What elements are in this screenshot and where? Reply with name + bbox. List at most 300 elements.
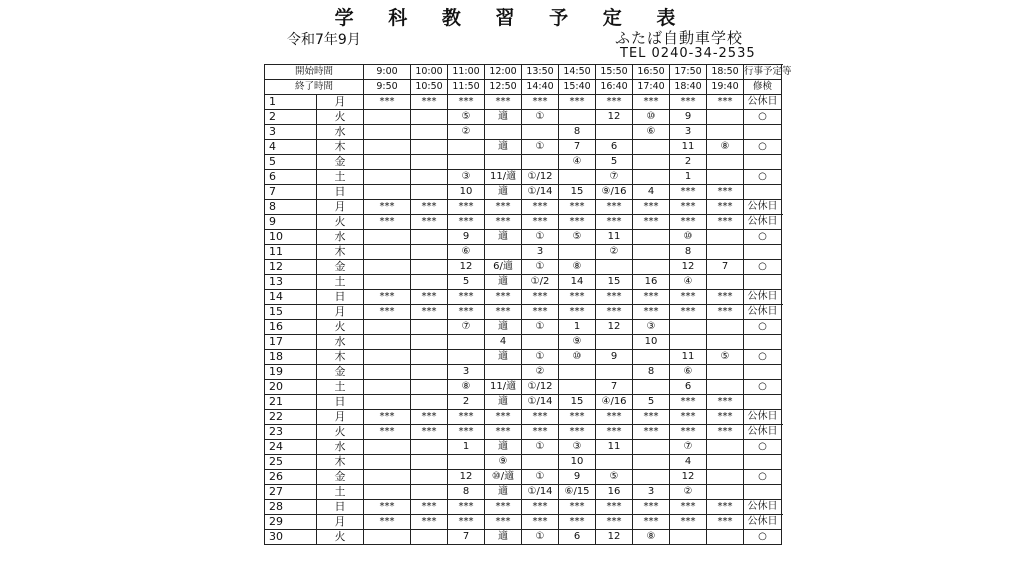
slot-cell bbox=[485, 125, 522, 140]
slot-cell: *** bbox=[633, 290, 670, 305]
day-number: 19 bbox=[265, 365, 317, 380]
slot-cell: 12 bbox=[670, 470, 707, 485]
table-row bbox=[265, 140, 782, 155]
slot-cell: 9 bbox=[670, 110, 707, 125]
slot-cell bbox=[411, 320, 448, 335]
slot-cell: ⑥ bbox=[633, 125, 670, 140]
slot-cell bbox=[707, 275, 744, 290]
event-cell: ○ bbox=[744, 140, 782, 155]
slot-cell: *** bbox=[670, 395, 707, 410]
slot-cell: 8 bbox=[559, 125, 596, 140]
slot-cell bbox=[411, 335, 448, 350]
holiday-cell: 公休日 bbox=[744, 290, 782, 305]
slot-cell: 12 bbox=[448, 470, 485, 485]
slot-cell bbox=[633, 260, 670, 275]
slot-cell: ⑩ bbox=[633, 110, 670, 125]
slot-cell bbox=[485, 245, 522, 260]
weekday: 火 bbox=[317, 320, 364, 335]
slot-cell: ①/14 bbox=[522, 395, 559, 410]
slot-cell: *** bbox=[559, 515, 596, 530]
slot-cell: *** bbox=[633, 515, 670, 530]
slot-cell: 10 bbox=[448, 185, 485, 200]
slot-cell: 9 bbox=[559, 470, 596, 485]
slot-cell: *** bbox=[485, 215, 522, 230]
slot-cell: 5 bbox=[633, 395, 670, 410]
slot-cell: 適 bbox=[485, 185, 522, 200]
slot-cell: *** bbox=[485, 500, 522, 515]
slot-cell: *** bbox=[364, 500, 411, 515]
slot-cell: ① bbox=[522, 350, 559, 365]
event-cell: ○ bbox=[744, 530, 782, 545]
table-row bbox=[265, 425, 782, 440]
start-time-cell: 11:00 bbox=[448, 65, 485, 80]
slot-cell: *** bbox=[707, 500, 744, 515]
holiday-cell: 公休日 bbox=[744, 215, 782, 230]
slot-cell: 9 bbox=[596, 350, 633, 365]
slot-cell: *** bbox=[522, 410, 559, 425]
event-cell: ○ bbox=[744, 380, 782, 395]
slot-cell: ⑩/適 bbox=[485, 470, 522, 485]
event-cell bbox=[744, 275, 782, 290]
slot-cell: *** bbox=[707, 185, 744, 200]
weekday: 火 bbox=[317, 110, 364, 125]
slot-cell: ① bbox=[522, 470, 559, 485]
slot-cell: ① bbox=[522, 260, 559, 275]
slot-cell: ① bbox=[522, 320, 559, 335]
slot-cell bbox=[707, 245, 744, 260]
slot-cell: 11/適 bbox=[485, 380, 522, 395]
slot-cell: *** bbox=[670, 95, 707, 110]
slot-cell: ⑦ bbox=[448, 320, 485, 335]
event-cell: ○ bbox=[744, 470, 782, 485]
day-number: 15 bbox=[265, 305, 317, 320]
slot-cell: *** bbox=[485, 515, 522, 530]
slot-cell bbox=[522, 155, 559, 170]
day-number: 21 bbox=[265, 395, 317, 410]
weekday: 木 bbox=[317, 350, 364, 365]
slot-cell bbox=[707, 155, 744, 170]
slot-cell: *** bbox=[670, 200, 707, 215]
slot-cell bbox=[596, 365, 633, 380]
slot-cell: ①/14 bbox=[522, 185, 559, 200]
slot-cell: ⑥ bbox=[670, 365, 707, 380]
end-time-cell: 16:40 bbox=[596, 80, 633, 95]
slot-cell bbox=[364, 125, 411, 140]
table-row bbox=[265, 515, 782, 530]
slot-cell bbox=[411, 455, 448, 470]
slot-cell: 適 bbox=[485, 530, 522, 545]
slot-cell bbox=[364, 110, 411, 125]
slot-cell: *** bbox=[707, 290, 744, 305]
slot-cell: *** bbox=[411, 500, 448, 515]
end-time-cell: 18:40 bbox=[670, 80, 707, 95]
table-row bbox=[265, 440, 782, 455]
slot-cell: *** bbox=[485, 305, 522, 320]
event-cell bbox=[744, 245, 782, 260]
table-row bbox=[265, 470, 782, 485]
day-number: 7 bbox=[265, 185, 317, 200]
day-number: 16 bbox=[265, 320, 317, 335]
slot-cell: *** bbox=[707, 95, 744, 110]
slot-cell: *** bbox=[670, 425, 707, 440]
table-row bbox=[265, 380, 782, 395]
slot-cell bbox=[633, 230, 670, 245]
slot-cell bbox=[633, 380, 670, 395]
slot-cell: 10 bbox=[559, 455, 596, 470]
slot-cell: ⑦ bbox=[670, 440, 707, 455]
day-number: 12 bbox=[265, 260, 317, 275]
slot-cell: *** bbox=[364, 425, 411, 440]
slot-cell: ⑧ bbox=[633, 530, 670, 545]
slot-cell: *** bbox=[522, 500, 559, 515]
weekday: 火 bbox=[317, 215, 364, 230]
slot-cell: *** bbox=[559, 410, 596, 425]
weekday: 金 bbox=[317, 155, 364, 170]
slot-cell: *** bbox=[448, 215, 485, 230]
slot-cell bbox=[364, 350, 411, 365]
event-cell: ○ bbox=[744, 350, 782, 365]
slot-cell bbox=[411, 365, 448, 380]
slot-cell: ⑨/16 bbox=[596, 185, 633, 200]
end-time-cell: 11:50 bbox=[448, 80, 485, 95]
weekday: 木 bbox=[317, 245, 364, 260]
events-header: 行事予定等 bbox=[744, 65, 782, 80]
end-time-cell: 9:50 bbox=[364, 80, 411, 95]
slot-cell: *** bbox=[670, 290, 707, 305]
slot-cell: 3 bbox=[633, 485, 670, 500]
slot-cell: *** bbox=[559, 200, 596, 215]
slot-cell: *** bbox=[559, 215, 596, 230]
slot-cell: *** bbox=[707, 200, 744, 215]
slot-cell: 15 bbox=[559, 185, 596, 200]
slot-cell: *** bbox=[559, 95, 596, 110]
start-time-cell: 10:00 bbox=[411, 65, 448, 80]
slot-cell: ② bbox=[596, 245, 633, 260]
slot-cell: ② bbox=[448, 125, 485, 140]
slot-cell: *** bbox=[670, 500, 707, 515]
slot-cell: ①/2 bbox=[522, 275, 559, 290]
weekday: 金 bbox=[317, 260, 364, 275]
slot-cell bbox=[707, 110, 744, 125]
slot-cell: *** bbox=[670, 185, 707, 200]
slot-cell: *** bbox=[485, 95, 522, 110]
event-cell bbox=[744, 365, 782, 380]
slot-cell: ⑤ bbox=[448, 110, 485, 125]
start-time-cell: 16:50 bbox=[633, 65, 670, 80]
slot-cell bbox=[633, 170, 670, 185]
slot-cell: *** bbox=[707, 515, 744, 530]
slot-cell: *** bbox=[633, 95, 670, 110]
slot-cell bbox=[633, 140, 670, 155]
slot-cell: 適 bbox=[485, 230, 522, 245]
weekday: 金 bbox=[317, 470, 364, 485]
event-cell bbox=[744, 185, 782, 200]
start-time-cell: 13:50 bbox=[522, 65, 559, 80]
event-cell: ○ bbox=[744, 170, 782, 185]
slot-cell: *** bbox=[596, 425, 633, 440]
holiday-cell: 公休日 bbox=[744, 425, 782, 440]
slot-cell: 6/適 bbox=[485, 260, 522, 275]
slot-cell: *** bbox=[411, 95, 448, 110]
slot-cell: *** bbox=[411, 410, 448, 425]
slot-cell: *** bbox=[522, 290, 559, 305]
header-row-start bbox=[265, 65, 782, 80]
slot-cell: 12 bbox=[670, 260, 707, 275]
end-time-cell: 14:40 bbox=[522, 80, 559, 95]
slot-cell: *** bbox=[448, 305, 485, 320]
table-row bbox=[265, 260, 782, 275]
slot-cell bbox=[411, 530, 448, 545]
weekday: 日 bbox=[317, 185, 364, 200]
schedule-table bbox=[264, 64, 792, 545]
slot-cell: ⑤ bbox=[559, 230, 596, 245]
start-time-cell: 12:00 bbox=[485, 65, 522, 80]
slot-cell: 7 bbox=[559, 140, 596, 155]
slot-cell: *** bbox=[670, 305, 707, 320]
slot-cell bbox=[364, 140, 411, 155]
weekday: 金 bbox=[317, 365, 364, 380]
slot-cell bbox=[633, 440, 670, 455]
day-number: 14 bbox=[265, 290, 317, 305]
slot-cell: ① bbox=[522, 440, 559, 455]
day-number: 13 bbox=[265, 275, 317, 290]
slot-cell: *** bbox=[522, 515, 559, 530]
slot-cell: 適 bbox=[485, 395, 522, 410]
slot-cell bbox=[559, 170, 596, 185]
slot-cell bbox=[670, 335, 707, 350]
weekday: 月 bbox=[317, 95, 364, 110]
slot-cell: *** bbox=[633, 215, 670, 230]
end-time-cell: 19:40 bbox=[707, 80, 744, 95]
slot-cell: *** bbox=[633, 500, 670, 515]
slot-cell: ⑥ bbox=[448, 245, 485, 260]
slot-cell: ①/12 bbox=[522, 170, 559, 185]
start-time-cell: 18:50 bbox=[707, 65, 744, 80]
slot-cell: *** bbox=[411, 425, 448, 440]
slot-cell: *** bbox=[596, 290, 633, 305]
slot-cell: 8 bbox=[670, 245, 707, 260]
slot-cell bbox=[707, 380, 744, 395]
day-number: 10 bbox=[265, 230, 317, 245]
table-row bbox=[265, 125, 782, 140]
slot-cell: 4 bbox=[670, 455, 707, 470]
slot-cell bbox=[411, 110, 448, 125]
start-time-cell: 14:50 bbox=[559, 65, 596, 80]
slot-cell: *** bbox=[596, 305, 633, 320]
slot-cell: 適 bbox=[485, 110, 522, 125]
slot-cell bbox=[411, 395, 448, 410]
slot-cell bbox=[364, 275, 411, 290]
slot-cell bbox=[411, 245, 448, 260]
slot-cell: 8 bbox=[633, 365, 670, 380]
slot-cell: ④/16 bbox=[596, 395, 633, 410]
slot-cell: ① bbox=[522, 140, 559, 155]
slot-cell bbox=[559, 245, 596, 260]
school-name: ふたば自動車学校 bbox=[615, 29, 744, 47]
slot-cell: *** bbox=[596, 410, 633, 425]
slot-cell bbox=[448, 350, 485, 365]
slot-cell: 2 bbox=[448, 395, 485, 410]
slot-cell: ⑩ bbox=[670, 230, 707, 245]
event-cell: ○ bbox=[744, 440, 782, 455]
table-row bbox=[265, 200, 782, 215]
table-row bbox=[265, 185, 782, 200]
slot-cell bbox=[411, 275, 448, 290]
slot-cell bbox=[559, 365, 596, 380]
slot-cell: *** bbox=[707, 425, 744, 440]
event-cell: ○ bbox=[744, 230, 782, 245]
slot-cell bbox=[707, 125, 744, 140]
header-row-end bbox=[265, 80, 782, 95]
slot-cell bbox=[364, 530, 411, 545]
event-cell: ○ bbox=[744, 260, 782, 275]
slot-cell: 4 bbox=[633, 185, 670, 200]
slot-cell bbox=[364, 320, 411, 335]
slot-cell: 5 bbox=[596, 155, 633, 170]
slot-cell: ⑧ bbox=[559, 260, 596, 275]
slot-cell bbox=[707, 320, 744, 335]
slot-cell bbox=[364, 230, 411, 245]
day-number: 20 bbox=[265, 380, 317, 395]
slot-cell bbox=[596, 335, 633, 350]
table-row bbox=[265, 395, 782, 410]
slot-cell bbox=[707, 170, 744, 185]
slot-cell: *** bbox=[364, 515, 411, 530]
day-number: 23 bbox=[265, 425, 317, 440]
slot-cell bbox=[522, 125, 559, 140]
slot-cell: *** bbox=[522, 215, 559, 230]
slot-cell bbox=[411, 155, 448, 170]
slot-cell bbox=[522, 335, 559, 350]
end-time-label: 終了時間 bbox=[265, 80, 364, 95]
slot-cell: 適 bbox=[485, 440, 522, 455]
holiday-cell: 公休日 bbox=[744, 410, 782, 425]
slot-cell: *** bbox=[448, 410, 485, 425]
event-cell: ○ bbox=[744, 320, 782, 335]
slot-cell: ⑤ bbox=[596, 470, 633, 485]
weekday: 木 bbox=[317, 455, 364, 470]
slot-cell: ③ bbox=[559, 440, 596, 455]
slot-cell bbox=[633, 350, 670, 365]
slot-cell: *** bbox=[559, 500, 596, 515]
slot-cell: 2 bbox=[670, 155, 707, 170]
day-number: 1 bbox=[265, 95, 317, 110]
slot-cell: *** bbox=[633, 305, 670, 320]
table-row bbox=[265, 290, 782, 305]
page-title: 学 科 教 習 予 定 表 bbox=[334, 7, 690, 29]
slot-cell: 12 bbox=[596, 320, 633, 335]
slot-cell: 7 bbox=[596, 380, 633, 395]
holiday-cell: 公休日 bbox=[744, 95, 782, 110]
slot-cell: *** bbox=[707, 395, 744, 410]
slot-cell: *** bbox=[559, 425, 596, 440]
weekday: 水 bbox=[317, 125, 364, 140]
slot-cell bbox=[633, 470, 670, 485]
slot-cell: 15 bbox=[559, 395, 596, 410]
slot-cell: 6 bbox=[670, 380, 707, 395]
event-cell bbox=[744, 485, 782, 500]
slot-cell: ② bbox=[670, 485, 707, 500]
slot-cell: *** bbox=[364, 95, 411, 110]
table-row bbox=[265, 455, 782, 470]
slot-cell: *** bbox=[670, 215, 707, 230]
slot-cell: 6 bbox=[559, 530, 596, 545]
slot-cell: ⑦ bbox=[596, 170, 633, 185]
table-row bbox=[265, 350, 782, 365]
weekday: 月 bbox=[317, 515, 364, 530]
day-number: 6 bbox=[265, 170, 317, 185]
slot-cell bbox=[411, 350, 448, 365]
day-number: 22 bbox=[265, 410, 317, 425]
slot-cell: *** bbox=[411, 200, 448, 215]
slot-cell: ① bbox=[522, 230, 559, 245]
weekday: 月 bbox=[317, 410, 364, 425]
slot-cell: ① bbox=[522, 530, 559, 545]
slot-cell: 11 bbox=[670, 350, 707, 365]
slot-cell: *** bbox=[485, 200, 522, 215]
slot-cell bbox=[670, 320, 707, 335]
events-sub-header: 修検 bbox=[744, 80, 782, 95]
slot-cell: *** bbox=[448, 200, 485, 215]
day-number: 27 bbox=[265, 485, 317, 500]
slot-cell: *** bbox=[633, 200, 670, 215]
slot-cell: ③ bbox=[633, 320, 670, 335]
day-number: 11 bbox=[265, 245, 317, 260]
day-number: 24 bbox=[265, 440, 317, 455]
weekday: 土 bbox=[317, 380, 364, 395]
slot-cell: *** bbox=[596, 215, 633, 230]
slot-cell bbox=[364, 365, 411, 380]
slot-cell: 11 bbox=[596, 440, 633, 455]
slot-cell: ① bbox=[522, 110, 559, 125]
slot-cell: *** bbox=[522, 95, 559, 110]
slot-cell: 1 bbox=[559, 320, 596, 335]
slot-cell bbox=[411, 470, 448, 485]
slot-cell: 11/適 bbox=[485, 170, 522, 185]
table-row bbox=[265, 155, 782, 170]
slot-cell bbox=[364, 440, 411, 455]
slot-cell: *** bbox=[364, 410, 411, 425]
slot-cell: *** bbox=[448, 95, 485, 110]
slot-cell: ⑩ bbox=[559, 350, 596, 365]
start-time-cell: 9:00 bbox=[364, 65, 411, 80]
slot-cell bbox=[633, 455, 670, 470]
slot-cell: ⑧ bbox=[707, 140, 744, 155]
table-row bbox=[265, 170, 782, 185]
slot-cell: 10 bbox=[633, 335, 670, 350]
weekday: 土 bbox=[317, 170, 364, 185]
slot-cell bbox=[448, 455, 485, 470]
slot-cell: 1 bbox=[448, 440, 485, 455]
day-number: 5 bbox=[265, 155, 317, 170]
slot-cell bbox=[411, 170, 448, 185]
slot-cell: *** bbox=[633, 410, 670, 425]
end-time-cell: 15:40 bbox=[559, 80, 596, 95]
slot-cell: *** bbox=[707, 410, 744, 425]
slot-cell: *** bbox=[596, 200, 633, 215]
slot-cell bbox=[411, 485, 448, 500]
start-time-label: 開始時間 bbox=[265, 65, 364, 80]
slot-cell: ② bbox=[522, 365, 559, 380]
slot-cell: *** bbox=[522, 200, 559, 215]
table-row bbox=[265, 110, 782, 125]
slot-cell: *** bbox=[485, 290, 522, 305]
slot-cell: 3 bbox=[448, 365, 485, 380]
event-cell: ○ bbox=[744, 110, 782, 125]
slot-cell: *** bbox=[411, 305, 448, 320]
end-time-cell: 17:40 bbox=[633, 80, 670, 95]
slot-cell bbox=[707, 455, 744, 470]
